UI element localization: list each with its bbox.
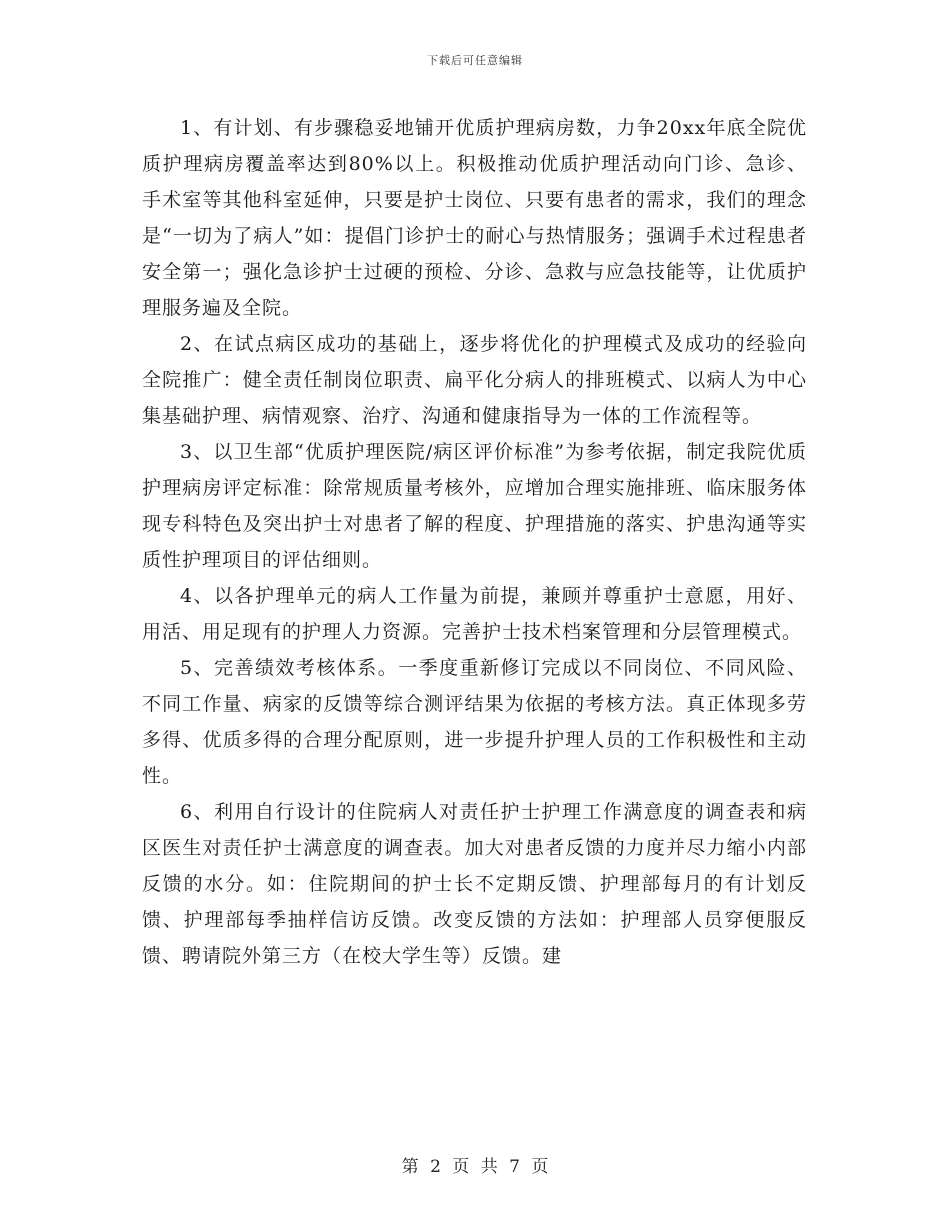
paragraph-6: 6、利用自行设计的住院病人对责任护士护理工作满意度的调查表和病区医生对责任护士满意度的调查表。加大对患者反馈的力度并尽力缩小内部反馈的水分。如：住院期间的护士长不定期反馈、护理部每月的有计划反馈、护理部每季抽样信访反馈。改变反馈的方法如：护理部人员穿便服反馈、聘请院外第三方（在校大学生等）反馈。建 [142, 801, 807, 967]
page-header: 下载后可任意编辑 [427, 54, 523, 67]
paragraph-2: 2、在试点病区成功的基础上，逐步将优化的护理模式及成功的经验向全院推广：健全责任制岗位职责、扁平化分病人的排班模式、以病人为中心集基础护理、病情观察、治疗、沟通和健康指导为一体的工作流程等。 [142, 333, 807, 427]
paragraph-3: 3、以卫生部“优质护理医院/病区评价标准”为参考依据，制定我院优质护理病房评定标准：除常规质量考核外，应增加合理实施排班、临床服务体现专科特色及突出护士对患者了解的程度、护理措施的落实、护患沟通等实质性护理项目的评估细则。 [142, 441, 807, 571]
paragraph-5: 5、完善绩效考核体系。一季度重新修订完成以不同岗位、不同风险、不同工作量、病家的反馈等综合测评结果为依据的考核方法。真正体现多劳多得、优质多得的合理分配原则，进一步提升护理人员的工作积极性和主动性。 [142, 657, 807, 787]
page-footer: 第 2 页 共 7 页 [401, 1157, 549, 1177]
paragraph-4: 4、以各护理单元的病人工作量为前提，兼顾并尊重护士意愿，用好、用活、用足现有的护理人力资源。完善护士技术档案管理和分层管理模式。 [142, 585, 807, 643]
document-body [142, 110, 807, 974]
paragraph-1: 1、有计划、有步骤稳妥地铺开优质护理病房数，力争20xx年底全院优质护理病房覆盖率达到80%以上。积极推动优质护理活动向门诊、急诊、手术室等其他科室延伸，只要是护士岗位、只要有患者的需求，我们的理念是“一切为了病人”如：提倡门诊护士的耐心与热情服务；强调手术过程患者安全第一；强化急诊护士过硬的预检、分诊、急救与应急技能等，让优质护理服务遍及全院。 [142, 117, 807, 319]
